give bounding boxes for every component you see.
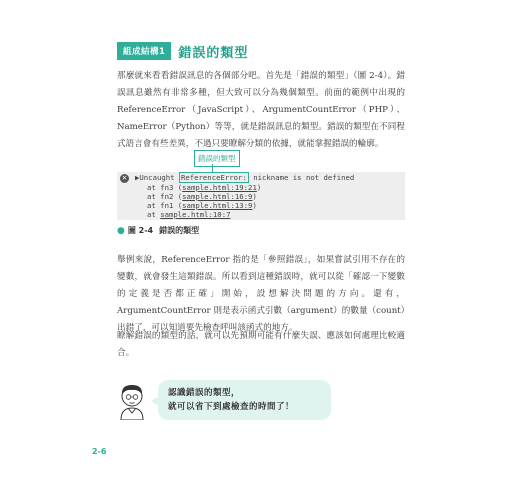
stack-link[interactable]: sample.html:10:7 — [160, 210, 231, 219]
stack-at: at — [147, 210, 161, 219]
paragraph-example: 舉例來說，ReferenceError 指的是「參照錯誤」，如果嘗試引用不存在的變數，就會發生這類錯誤。所以看到這種錯誤時，就可以從「確認一下變數的定義是否都正確」開始，設想解決問題的方向。還有，ArgumentCountError 則是表示函式引數（argument）的數量（count）出錯了，可以知道要先檢查呼叫該函式的地方。 — [117, 255, 405, 333]
paragraph-intro: 那麼就來看看錯誤訊息的各個部分吧。首先是「錯誤的類型」（圖 2-4）。錯誤訊息雖然有非常多種，但大致可以分為幾個類型。前面的範例中出現的 ReferenceError（JavaScript）、ArgumentCountError（PHP）、NameError（Python）等等，就是錯誤訊息的類型。錯誤的類型在不同程式語言會有些差異，不過只要瞭解分類的依據，就能掌握錯誤的輪廓。 — [117, 71, 405, 149]
tip-line-2: 就可以省下到處檢查的時間了！ — [168, 402, 295, 412]
stack-line — [147, 183, 261, 192]
stack-link[interactable]: sample.html:16:9 — [182, 192, 253, 201]
figure-callout-label: 錯誤的類型 — [194, 150, 240, 167]
paragraph-summary: 瞭解錯誤的類型的話，就可以先預期可能有什麼失誤、應該如何處理比較適合。 — [117, 331, 405, 358]
section-title: 錯誤的類型 — [178, 45, 249, 61]
stack-end: ) — [256, 183, 262, 192]
stack-line — [147, 210, 230, 219]
error-type-highlight: ReferenceError: — [180, 173, 247, 182]
caption-number: 圖 2-4 — [127, 226, 154, 235]
caption-text: 錯誤的類型 — [159, 226, 200, 235]
stack-end: ) — [252, 192, 257, 201]
stack-link[interactable]: sample.html:19:21 — [182, 183, 257, 192]
section-header — [117, 42, 248, 60]
caption-bullet-icon: ● — [117, 225, 125, 236]
stack-line — [147, 192, 257, 201]
figure-caption — [117, 225, 199, 236]
stack-line — [147, 201, 257, 210]
section-badge: 組成結構1 — [117, 42, 171, 60]
stack-link[interactable]: sample.html:13:9 — [182, 201, 253, 210]
console-message: nickname is not defined — [248, 173, 355, 182]
person-avatar-icon — [115, 380, 149, 420]
stack-end: ) — [252, 201, 257, 210]
error-circle-icon: ✕ — [121, 174, 128, 182]
console-error-line — [135, 173, 354, 182]
stack-at: at fn2 ( — [147, 192, 183, 201]
stack-at: at fn1 ( — [147, 201, 183, 210]
tip-text — [168, 386, 294, 414]
tip-line-1: 認識錯誤的類型， — [168, 388, 241, 398]
page-number: 2-6 — [92, 447, 107, 456]
stack-at: at fn3 ( — [147, 183, 183, 192]
console-prefix: ▶Uncaught — [135, 173, 179, 182]
console-output — [117, 172, 405, 220]
